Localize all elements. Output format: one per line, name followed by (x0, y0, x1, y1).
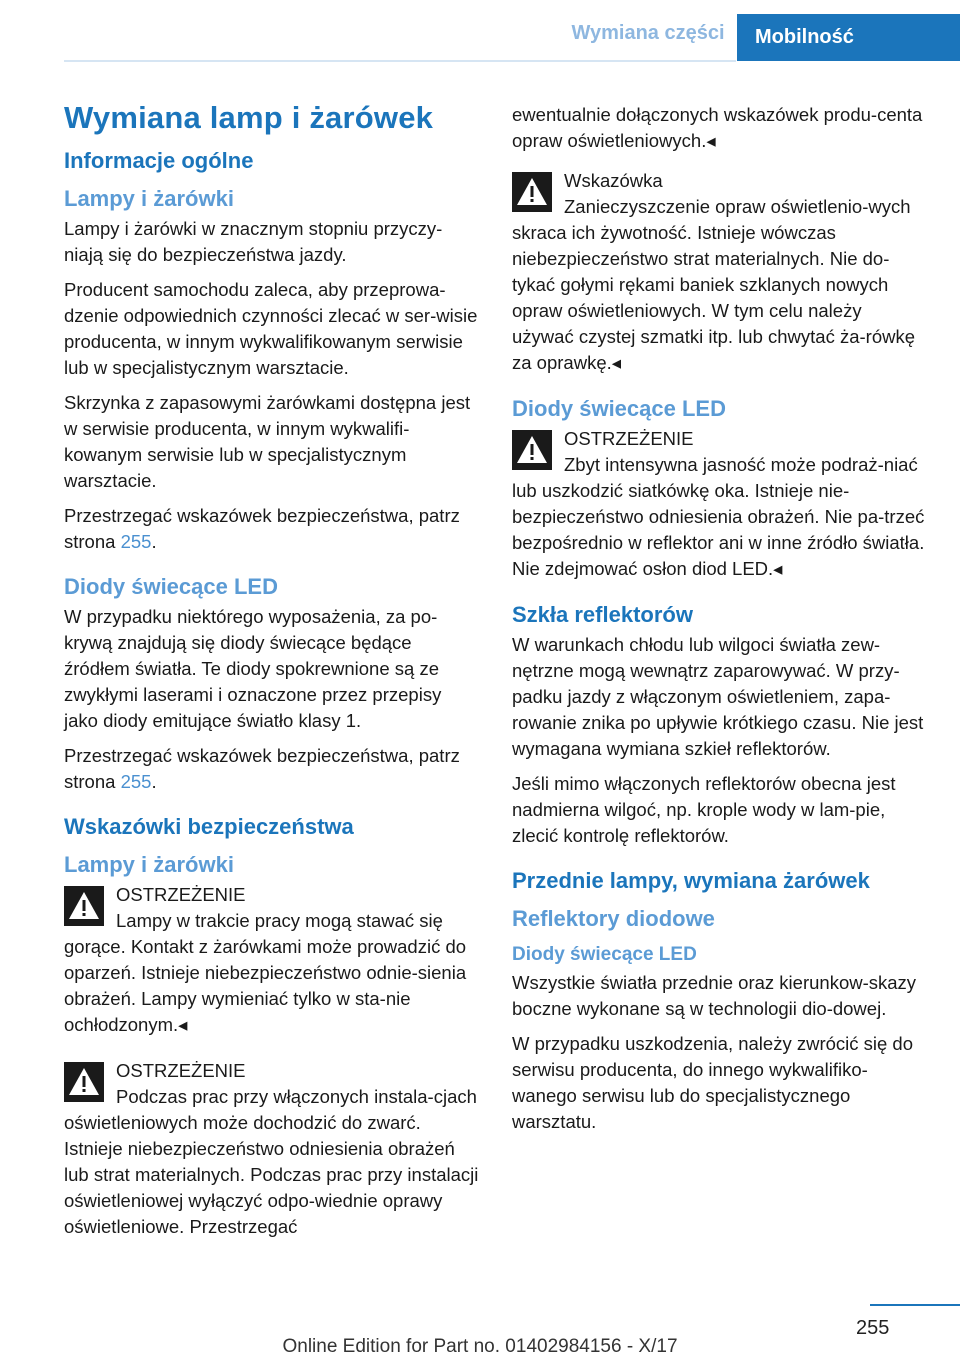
edition-note: Online Edition for Part no. 01402984156 - X/17 (282, 1336, 678, 1357)
warning-block (512, 426, 928, 582)
warning-text: Lampy w trakcie pracy mogą stawać się gorące. Kontakt z żarówkami może prowadzić do oparzeń. Istnieje niebezpieczeństwo odnie-sienia obrażeń. Lampy wymieniać tylko w sta-nie ochłodzonym.◂ (64, 910, 467, 1035)
warning-title: OSTRZEŻENIE (116, 1060, 246, 1081)
paragraph: Lampy i żarówki w znacznym stopniu przyczy-niają się do bezpieczeństwa jazdy. (64, 218, 443, 265)
note-title: Wskazówka (564, 170, 663, 191)
heading-lamps: Lampy i żarówki (64, 186, 234, 211)
page-link[interactable]: 255 (120, 531, 152, 552)
warning-title: OSTRZEŻENIE (564, 428, 694, 449)
heading-led-right: Diody świecące LED (512, 396, 726, 421)
paragraph: Wszystkie światła przednie oraz kierunkow-skazy boczne wykonane są w technologii dio-dowej. (512, 972, 917, 1019)
warning-title: OSTRZEŻENIE (116, 884, 246, 905)
header-chapter-tab: Mobilność (737, 14, 960, 61)
heading-safety: Wskazówki bezpieczeństwa (64, 814, 354, 839)
warning-triangle-icon (512, 172, 552, 212)
heading-led-sub: Diody świecące LED (512, 944, 697, 965)
paragraph: Skrzynka z zapasowymi żarówkami dostępna jest w serwisie producenta, w innym wykwalifi-kowanym serwisie lub w specjalistycznym warsztacie. (64, 392, 471, 491)
paragraph: Przestrzegać wskazówek bezpieczeństwa, patrz strona 255. (64, 745, 460, 792)
heading-front-lamps: Przednie lampy, wymiana żarówek (512, 868, 870, 893)
heading-diode-reflectors: Reflektory diodowe (512, 906, 715, 931)
paragraph: W przypadku niektórego wyposażenia, za po-krywą znajdują się diody świecące będące źródłem światła. Te diody spokrewnione są ze zwykłymi laserami i oznaczone przez przepisy jako diody emitujące światło klasy 1. (64, 606, 442, 731)
note-block (512, 168, 928, 376)
page-number: 255 (856, 1317, 890, 1339)
paragraph: W przypadku uszkodzenia, należy zwrócić się do serwisu producenta, do innego wykwalifiko-wanego serwisu lub do specjalistycznego warsztatu. (512, 1033, 914, 1132)
warning-text: Zbyt intensywna jasność może podraż-niać lub uszkodzić siatkówkę oka. Istnieje nie-bezpieczeństwo odniesienia obrażeń. Nie pa-trzeć bezpośrednio w reflektor ani w inne źródło światła. Nie zdejmować osłon diod LED.◂ (512, 454, 925, 579)
right-column (512, 102, 928, 1144)
warning-triangle-icon (64, 1062, 104, 1102)
paragraph: Przestrzegać wskazówek bezpieczeństwa, patrz strona 255. (64, 505, 460, 552)
warning-text: Podczas prac przy włączonych instala-cjach oświetleniowych może dochodzić do zwarć. Istnieje niebezpieczeństwo odniesienia obrażeń lub strat materialnych. Podczas prac przy instalacji oświetleniowej wyłączyć odpo-wiednie oprawy oświetleniowe. Przestrzegać (64, 1086, 479, 1237)
paragraph: ewentualnie dołączonych wskazówek produ-centa opraw oświetleniowych.◂ (512, 104, 923, 151)
header-section: Wymiana części (571, 22, 725, 44)
heading-general: Informacje ogólne (64, 148, 254, 173)
warning-triangle-icon (512, 430, 552, 470)
heading-safety-lamps: Lampy i żarówki (64, 852, 234, 877)
heading-led: Diody świecące LED (64, 574, 278, 599)
heading-glass: Szkła reflektorów (512, 602, 693, 627)
footer-divider (870, 1304, 960, 1306)
note-text: Zanieczyszczenie opraw oświetlenio-wych skraca ich żywotność. Istnieje wówczas niebezpieczeństwo strat materialnych. Nie do-tykać gołymi rękami baniek szklanych nowych opraw oświetleniowych. W tym celu należy używać czystej szmatki itp. lub chwytać ża-rówkę za oprawkę.◂ (512, 196, 916, 373)
warning-block (64, 882, 480, 1038)
page-title: Wymiana lamp i żarówek (64, 100, 434, 135)
page-link[interactable]: 255 (120, 771, 152, 792)
paragraph: W warunkach chłodu lub wilgoci światła zew-nętrzne mogą wewnątrz zaparowywać. W przy-padku jazdy z włączonym oświetleniem, zapa-rowanie znika po upływie krótkiego czasu. Nie jest wymagana wymiana szkieł reflektorów. (512, 634, 924, 759)
paragraph: Producent samochodu zaleca, aby przeprowa-dzenie odpowiednich czynności zlecać w ser-wisie producenta, w innym wykwalifikowanym serwisie lub w specjalistycznym warsztacie. (64, 279, 478, 378)
warning-block (64, 1058, 480, 1240)
left-column (64, 100, 480, 1250)
paragraph: Jeśli mimo włączonych reflektorów obecna jest nadmierna wilgoć, np. krople wody w lam-pie, zlecić kontrolę reflektorów. (512, 773, 896, 846)
header-divider (64, 60, 736, 62)
warning-triangle-icon (64, 886, 104, 926)
